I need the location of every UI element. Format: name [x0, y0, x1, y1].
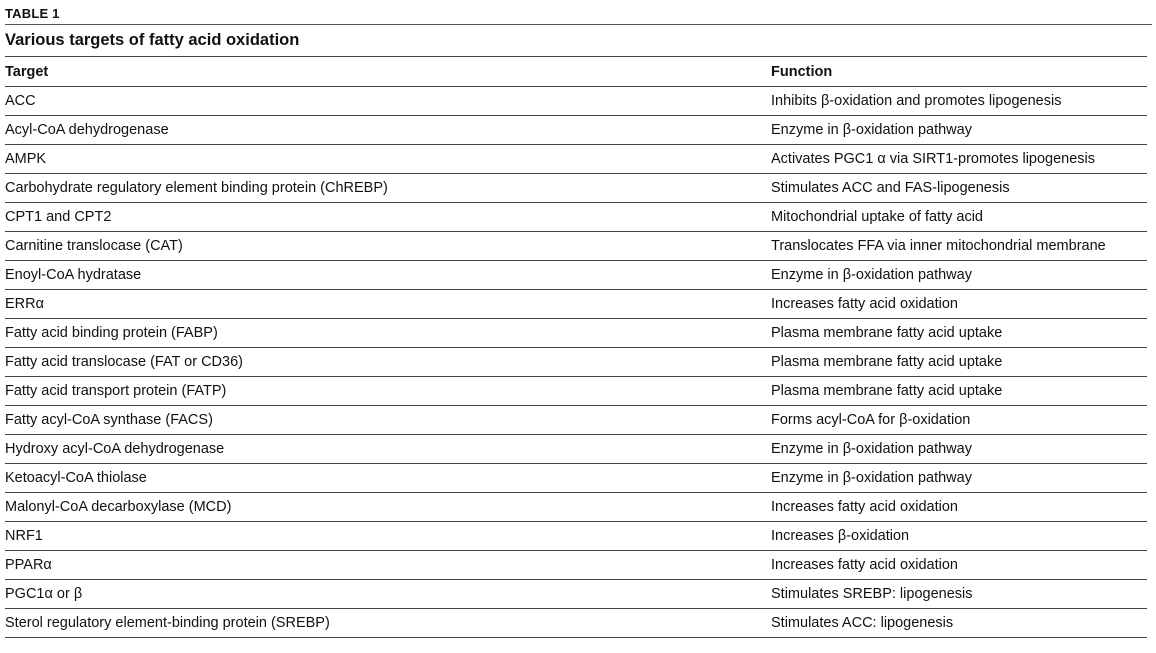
- table-number-label: TABLE 1: [5, 6, 60, 21]
- target-cell: ERRα: [5, 290, 771, 319]
- table-row: [5, 319, 1147, 348]
- target-cell: NRF1: [5, 522, 771, 551]
- function-cell: Enzyme in β-oxidation pathway: [771, 435, 1147, 464]
- table-row: [5, 580, 1147, 609]
- target-cell: Acyl-CoA dehydrogenase: [5, 116, 771, 145]
- table-row: [5, 203, 1147, 232]
- function-cell: Increases fatty acid oxidation: [771, 290, 1147, 319]
- function-cell: Enzyme in β-oxidation pathway: [771, 464, 1147, 493]
- table-row: [5, 348, 1147, 377]
- function-cell: Enzyme in β-oxidation pathway: [771, 116, 1147, 145]
- table-row: [5, 174, 1147, 203]
- table-row: [5, 435, 1147, 464]
- column-header-function: Function: [771, 57, 1147, 87]
- table-row: [5, 551, 1147, 580]
- table-title-row: [5, 24, 1152, 56]
- target-cell: Sterol regulatory element-binding protein (SREBP): [5, 609, 771, 638]
- table-header-row: [5, 57, 1147, 87]
- function-cell: Increases fatty acid oxidation: [771, 551, 1147, 580]
- function-cell: Activates PGC1 α via SIRT1-promotes lipogenesis: [771, 145, 1147, 174]
- function-cell: Increases fatty acid oxidation: [771, 493, 1147, 522]
- target-cell: AMPK: [5, 145, 771, 174]
- table-row: [5, 87, 1147, 116]
- target-cell: Ketoacyl-CoA thiolase: [5, 464, 771, 493]
- function-cell: Increases β-oxidation: [771, 522, 1147, 551]
- target-cell: Enoyl-CoA hydratase: [5, 261, 771, 290]
- target-cell: PGC1α or β: [5, 580, 771, 609]
- target-cell: Carnitine translocase (CAT): [5, 232, 771, 261]
- table-title: Various targets of fatty acid oxidation: [5, 31, 300, 49]
- function-cell: Mitochondrial uptake of fatty acid: [771, 203, 1147, 232]
- function-cell: Stimulates ACC and FAS-lipogenesis: [771, 174, 1147, 203]
- column-header-target: Target: [5, 57, 771, 87]
- function-cell: Forms acyl-CoA for β-oxidation: [771, 406, 1147, 435]
- function-cell: Enzyme in β-oxidation pathway: [771, 261, 1147, 290]
- target-cell: Fatty acid translocase (FAT or CD36): [5, 348, 771, 377]
- table-row: [5, 232, 1147, 261]
- function-cell: Plasma membrane fatty acid uptake: [771, 377, 1147, 406]
- target-cell: Hydroxy acyl-CoA dehydrogenase: [5, 435, 771, 464]
- table-row: [5, 377, 1147, 406]
- function-cell: Stimulates SREBP: lipogenesis: [771, 580, 1147, 609]
- table-row: [5, 522, 1147, 551]
- table-row: [5, 406, 1147, 435]
- function-cell: Inhibits β-oxidation and promotes lipogenesis: [771, 87, 1147, 116]
- table-row: [5, 609, 1147, 638]
- target-cell: Fatty acid binding protein (FABP): [5, 319, 771, 348]
- table-row: [5, 116, 1147, 145]
- function-cell: Translocates FFA via inner mitochondrial membrane: [771, 232, 1147, 261]
- table-row: [5, 464, 1147, 493]
- table-row: [5, 261, 1147, 290]
- table-body: [5, 87, 1147, 638]
- function-cell: Stimulates ACC: lipogenesis: [771, 609, 1147, 638]
- target-cell: Fatty acyl-CoA synthase (FACS): [5, 406, 771, 435]
- target-cell: CPT1 and CPT2: [5, 203, 771, 232]
- target-cell: PPARα: [5, 551, 771, 580]
- target-cell: Malonyl-CoA decarboxylase (MCD): [5, 493, 771, 522]
- target-cell: Fatty acid transport protein (FATP): [5, 377, 771, 406]
- table-row: [5, 493, 1147, 522]
- function-cell: Plasma membrane fatty acid uptake: [771, 348, 1147, 377]
- target-cell: ACC: [5, 87, 771, 116]
- function-cell: Plasma membrane fatty acid uptake: [771, 319, 1147, 348]
- table-row: [5, 290, 1147, 319]
- table-row: [5, 145, 1147, 174]
- targets-table: [5, 56, 1147, 638]
- target-cell: Carbohydrate regulatory element binding protein (ChREBP): [5, 174, 771, 203]
